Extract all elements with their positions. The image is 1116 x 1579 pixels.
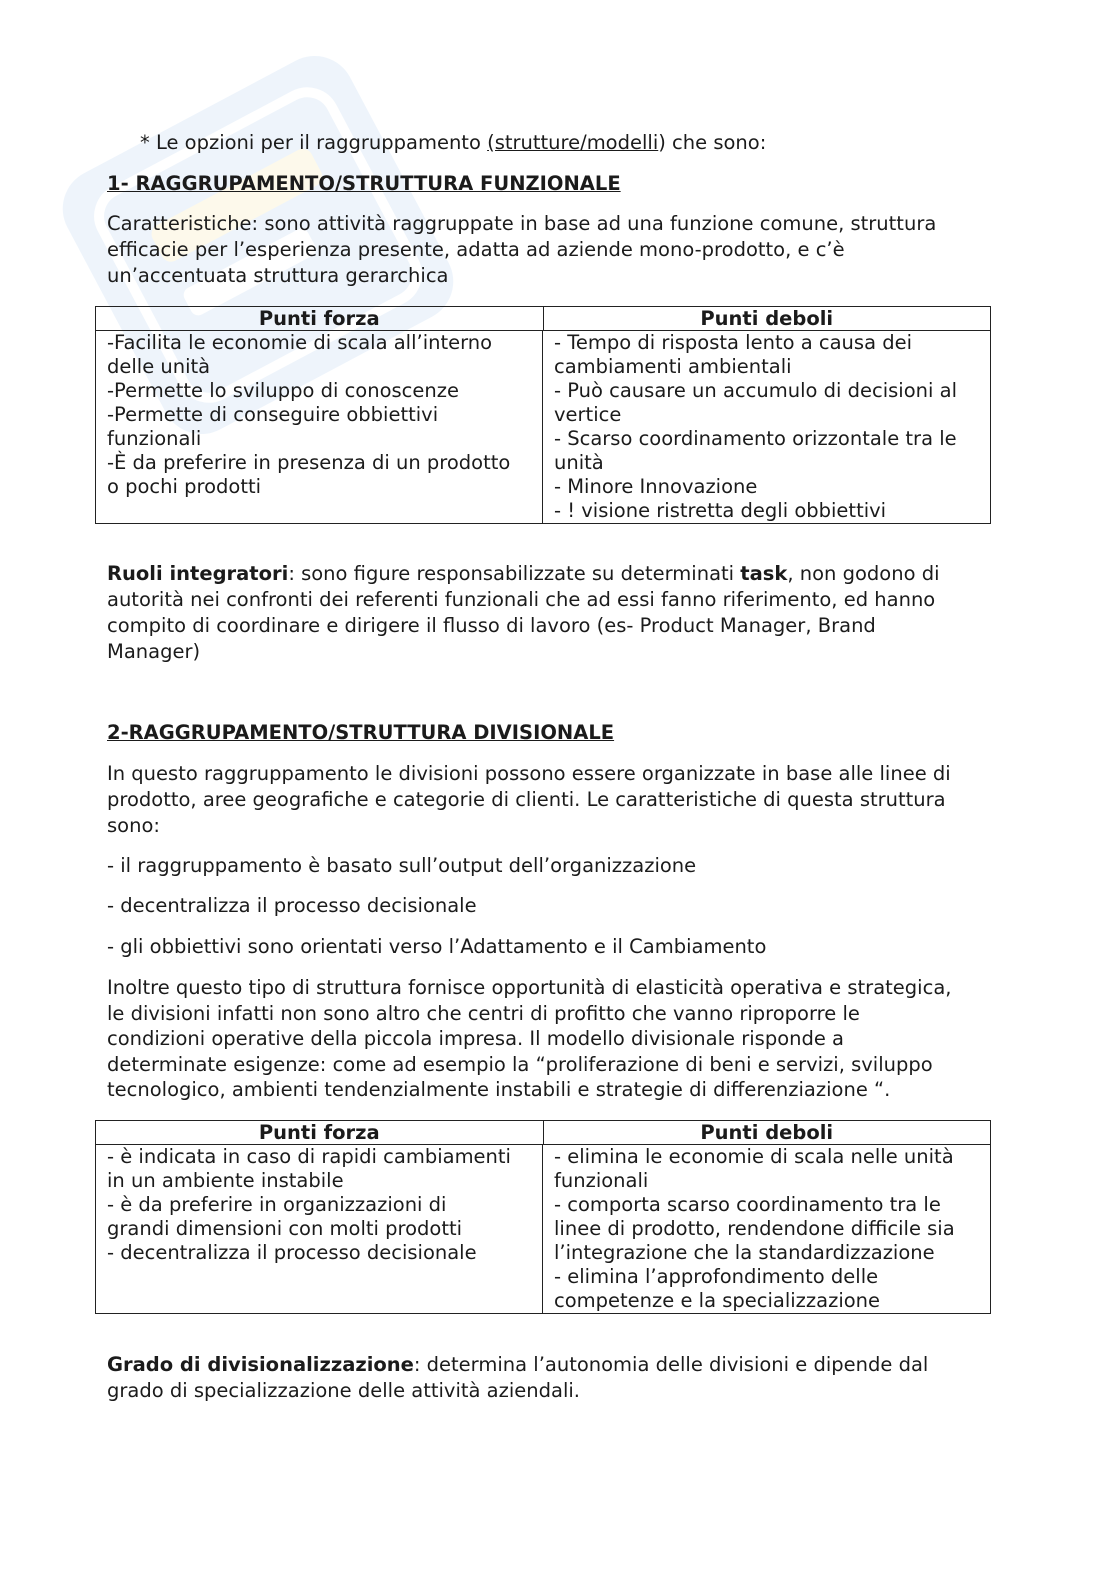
divisionalization-term: Grado di divisionalizzazione xyxy=(107,1353,414,1376)
cell-line: competenze e la specializzazione xyxy=(554,1289,881,1312)
section1-heading: 1- RAGGRUPAMENTO/STRUTTURA FUNZIONALE xyxy=(107,172,621,195)
bullet-item: - il raggruppamento è basato sull’output dell’organizzazione xyxy=(107,854,697,877)
cell-line: -Permette lo sviluppo di conoscenze xyxy=(107,379,459,402)
cell-line: grandi dimensioni con molti prodotti xyxy=(107,1217,463,1240)
integrators-text: , non godono di xyxy=(787,562,940,585)
section2-intro xyxy=(107,761,951,839)
cell-line: vertice xyxy=(554,403,622,426)
cell-line: - Minore Innovazione xyxy=(554,475,758,498)
cell-line: delle unità xyxy=(107,355,211,378)
integrators-term: Ruoli integratori xyxy=(107,562,289,585)
section2-heading: 2-RAGGRUPAMENTO/STRUTTURA DIVISIONALE xyxy=(107,721,615,744)
cell-line: in un ambiente instabile xyxy=(107,1169,344,1192)
intro-underlined: (strutture/modelli xyxy=(487,131,659,154)
cell-line: linee di prodotto, rendendone difficile sia xyxy=(554,1217,955,1240)
text-line: determinate esigenze: come ad esempio la “proliferazione di beni e servizi, sviluppo xyxy=(107,1052,933,1076)
divisionalization-paragraph xyxy=(107,1352,928,1404)
text-line: prodotto, aree geografiche e categorie di clienti. Le caratteristiche di questa struttura xyxy=(107,788,946,811)
text-line: grado di specializzazione delle attività aziendali. xyxy=(107,1379,580,1402)
table-header-row xyxy=(96,1121,990,1145)
text-line: sono: xyxy=(107,814,160,837)
cell-line: - Tempo di risposta lento a causa dei xyxy=(554,331,913,354)
text-line: tecnologico, ambienti tendenzialmente instabili e strategie di differenziazione “. xyxy=(107,1078,891,1102)
cell-line: - decentralizza il processo decisionale xyxy=(107,1241,477,1264)
table-header-strengths: Punti forza xyxy=(96,1121,544,1144)
text-line: autorità nei confronti dei referenti funzionali che ad essi fanno riferimento, ed hanno xyxy=(107,588,936,611)
integrators-paragraph xyxy=(107,561,940,665)
cell-line: -Permette di conseguire obbiettivi xyxy=(107,403,439,426)
text-line: Manager) xyxy=(107,640,201,663)
text-line: Inoltre questo tipo di struttura fornisce opportunità di elasticità operativa e strategica, xyxy=(107,976,952,999)
cell-line: - elimina l’approfondimento delle xyxy=(554,1265,879,1288)
cell-line: - Può causare un accumulo di decisioni al xyxy=(554,379,957,402)
section1-description xyxy=(107,211,936,289)
integrators-task-term: task xyxy=(740,562,788,585)
text-line: le divisioni infatti non sono altro che centri di profitto che vanno riproporre le xyxy=(107,1001,860,1025)
bullet-item: - decentralizza il processo decisionale xyxy=(107,894,477,917)
weaknesses-cell xyxy=(543,1145,990,1313)
cell-line: - ! visione ristretta degli obbiettivi xyxy=(554,499,887,522)
cell-line: funzionali xyxy=(554,1169,649,1192)
cell-line: funzionali xyxy=(107,427,202,450)
section2-details xyxy=(107,975,951,1103)
cell-line: - comporta scarso coordinamento tra le xyxy=(554,1193,941,1216)
divisionalization-text: : determina l’autonomia delle divisioni e dipende dal xyxy=(413,1353,929,1376)
bullet-item: - gli obbiettivi sono orientati verso l’Adattamento e il Cambiamento xyxy=(107,935,767,958)
strengths-cell xyxy=(96,1145,543,1313)
table-header-weaknesses: Punti deboli xyxy=(700,307,834,330)
cell-line: cambiamenti ambientali xyxy=(554,355,792,378)
table-header-row xyxy=(96,307,990,331)
table-body-row xyxy=(96,1145,990,1313)
intro-prefix: * Le opzioni per il raggruppamento xyxy=(140,131,488,154)
section2-table xyxy=(95,1120,991,1314)
text-line: compito di coordinare e dirigere il flusso di lavoro (es- Product Manager, Brand xyxy=(107,614,876,637)
text-line: efficacie per l’esperienza presente, adatta ad aziende mono-prodotto, e c’è xyxy=(107,238,845,261)
text-line: Caratteristiche: sono attività raggruppate in base ad una funzione comune, struttura xyxy=(107,212,937,235)
strengths-cell xyxy=(96,331,543,523)
weaknesses-cell xyxy=(543,331,990,523)
cell-line: unità xyxy=(554,451,604,474)
table-body-row xyxy=(96,331,990,523)
table-header-strengths: Punti forza xyxy=(96,307,544,330)
cell-line: -È da preferire in presenza di un prodotto xyxy=(107,451,511,474)
text-line: In questo raggruppamento le divisioni possono essere organizzate in base alle linee di xyxy=(107,762,951,785)
intro-line xyxy=(140,130,766,156)
cell-line: - elimina le economie di scala nelle unità xyxy=(554,1145,954,1168)
text-line: condizioni operative della piccola impresa. Il modello divisionale risponde a xyxy=(107,1027,845,1051)
table-header-weaknesses: Punti deboli xyxy=(700,1121,834,1144)
text-line: un’accentuata struttura gerarchica xyxy=(107,264,449,287)
intro-suffix: ) che sono: xyxy=(658,131,767,154)
cell-line: o pochi prodotti xyxy=(107,475,262,498)
section1-table xyxy=(95,306,991,524)
cell-line: - è da preferire in organizzazioni di xyxy=(107,1193,447,1216)
cell-line: -Facilita le economie di scala all’interno xyxy=(107,331,493,354)
cell-line: - è indicata in caso di rapidi cambiamenti xyxy=(107,1145,511,1168)
integrators-text: : sono figure responsabilizzate su determinati xyxy=(288,562,741,585)
cell-line: - Scarso coordinamento orizzontale tra le xyxy=(554,427,957,450)
cell-line: l’integrazione che la standardizzazione xyxy=(554,1241,935,1264)
